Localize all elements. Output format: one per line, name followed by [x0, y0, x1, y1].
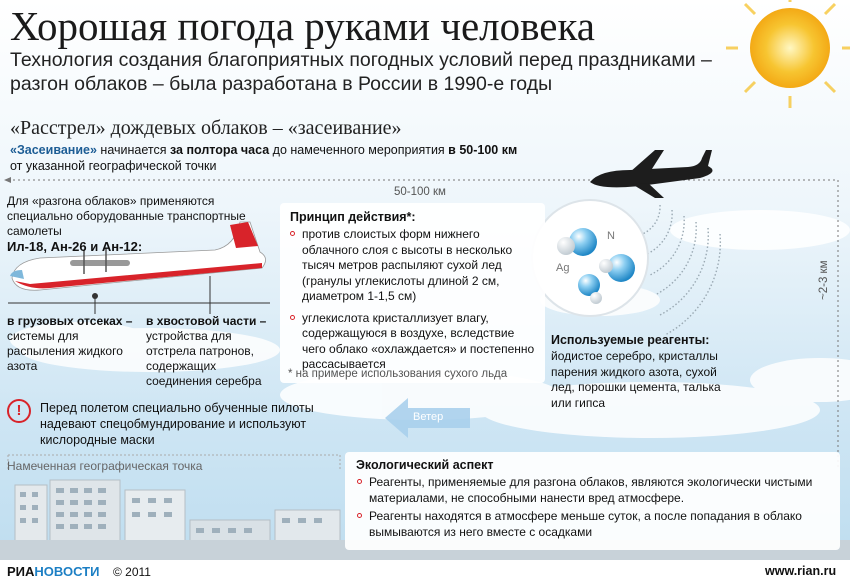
reagents-text: йодистое серебро, кристаллы парения жидкого азота, сухой лед, порошки цемента, талька или гипса	[551, 349, 721, 410]
plane-models: Ил-18, Ан-26 и Ан-12:	[7, 239, 143, 254]
tail-title: в хвостовой части –	[146, 314, 267, 328]
tail-text: устройства для отстрела патронов, содержащих соединения серебра	[146, 329, 262, 388]
molecule-label-ag: Ag	[556, 262, 570, 274]
eco-title: Экологический аспект	[356, 458, 494, 472]
eco-item: Реагенты находятся в атмосфере меньше суток, а после попадания в облако вымываются из него вместе с осадками	[356, 509, 834, 540]
molecule-icon	[532, 200, 648, 316]
tail-section-info	[146, 314, 281, 389]
vertical-distance-label: ~2-3 км	[818, 260, 830, 300]
site-link[interactable]: www.rian.ru	[765, 564, 837, 578]
ria-logo	[7, 564, 99, 579]
seed-distance: в 50-100 км	[448, 143, 518, 157]
cargo-title: в грузовых отсеках –	[7, 314, 133, 328]
jet-icon	[590, 150, 713, 198]
seed-mid1: начинается	[96, 143, 170, 157]
seeding-description	[10, 142, 570, 174]
page-subtitle: Технология создания благоприятных погодных условий перед праздниками – разгон облаков – была разработана в России в 1990-е годы	[10, 49, 712, 95]
seed-time: за полтора часа	[169, 143, 270, 157]
copyright: © 2011	[113, 565, 151, 579]
page-title: Хорошая погода руками человека	[10, 3, 595, 49]
horizontal-distance-label: 50-100 км	[394, 186, 446, 198]
wind-label: Ветер	[413, 411, 444, 423]
cargo-text: системы для распыления жидкого азота	[7, 329, 123, 373]
principle-list	[289, 227, 537, 373]
principle-item: углекислота кристаллизует влагу, содержащуюся в воздухе, вследствие чего облако «охлаждается» и постепенно рассасывается	[289, 311, 537, 373]
eco-list	[356, 475, 834, 540]
warning-icon: !	[7, 399, 31, 423]
eco-item: Реагенты, применяемые для разгона облаков, являются экологически чистыми материалами, не способными нанести вред атмосфере.	[356, 475, 834, 506]
section-heading: «Расстрел» дождевых облаков – «засеивание»	[10, 117, 402, 139]
principle-title: Принцип действия*:	[290, 210, 416, 224]
ground-label: Намеченная географическая точка	[7, 459, 203, 473]
seed-end: от указанной географической точки	[10, 159, 217, 173]
planes-intro-text: Для «разгона облаков» применяются специально оборудованные транспортные самолеты	[7, 194, 246, 238]
reagents-title: Используемые реагенты:	[551, 333, 710, 347]
logo-part-a: РИА	[7, 564, 35, 579]
warning-text: Перед полетом специально обученные пилоты надевают спецобмундирование и используют кислородные маски	[40, 401, 314, 447]
seed-term: «Засеивание»	[10, 143, 97, 157]
sun-icon	[726, 0, 850, 108]
seed-mid2: до намеченного мероприятия	[269, 143, 449, 157]
molecule-label-n: N	[607, 230, 615, 242]
principle-footnote: * на примере использования сухого льда	[288, 368, 508, 380]
logo-part-b: НОВОСТИ	[34, 564, 100, 579]
principle-item: против слоистых форм нижнего облачного слоя с высоты в несколько тысяч метров распыляют сухой лед (гранулы углекислоты длиной 2 см, диаметром 1-1,5 см)	[289, 227, 537, 305]
planes-intro	[7, 194, 277, 255]
cargo-hold-info	[7, 314, 137, 374]
